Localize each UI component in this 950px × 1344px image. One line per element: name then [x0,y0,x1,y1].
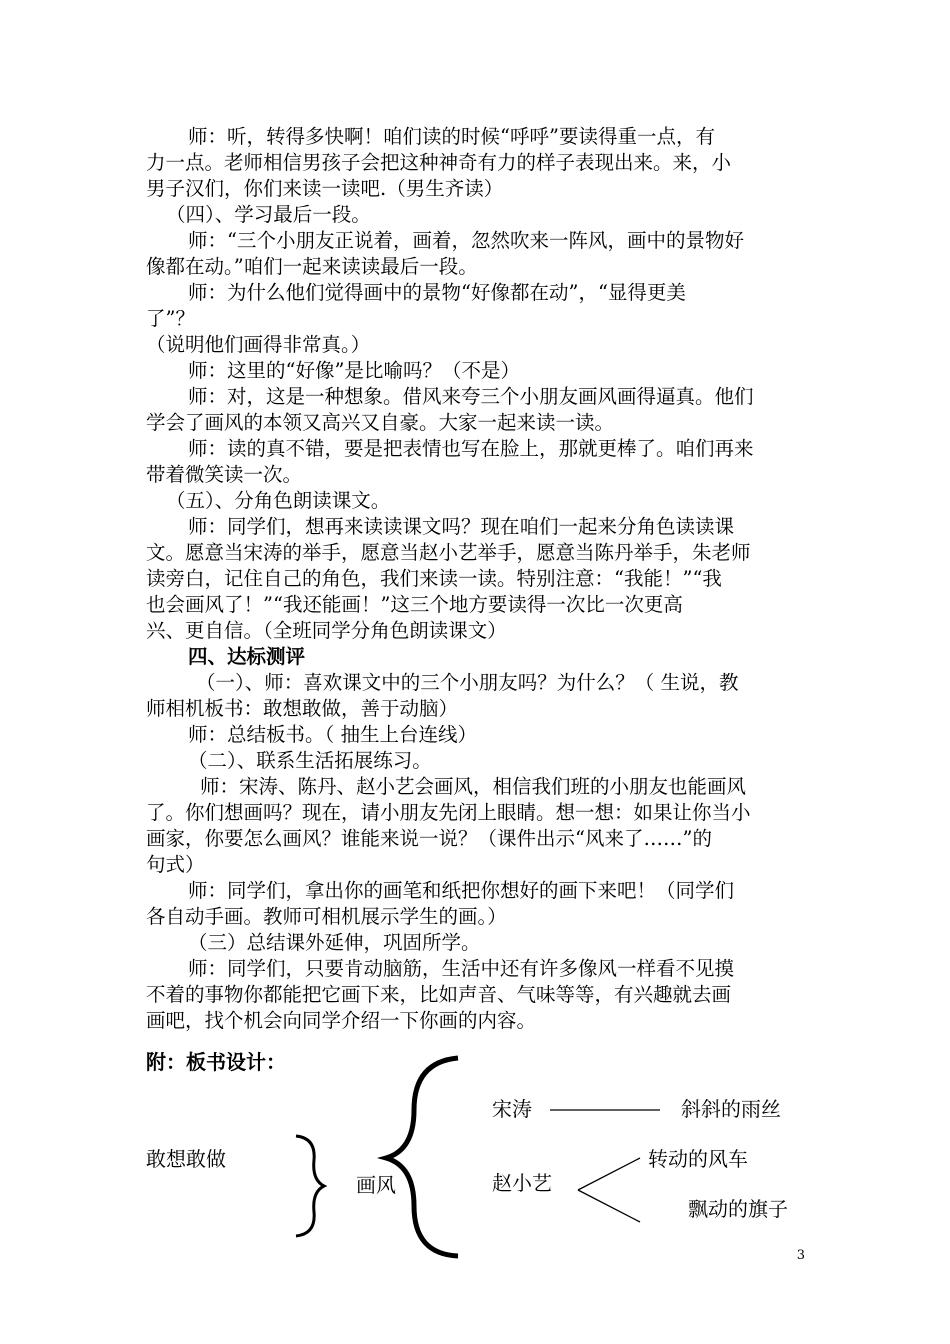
text-line: （三）总结课外延伸，巩固所学。 [188,931,481,954]
text-line: 也会画风了！”“我还能画！”这三个地方要读得一次比一次更高 [146,593,683,616]
board-item-windmill: 转动的风车 [648,1147,748,1171]
board-name-zhaoxiaoyi: 赵小艺 [492,1171,552,1195]
board-design-title: 附：板书设计： [146,1050,286,1074]
board-item-rain: 斜斜的雨丝 [681,1097,781,1121]
text-line: 不着的事物你都能把它画下来，比如声音、气味等等，有兴趣就去画 [146,983,732,1006]
text-line: 带着微笑读一次。 [146,463,303,486]
text-line: 师相机板书：敢想敢做，善于动脑） [146,697,459,720]
text-line: 读旁白，记住自己的角色，我们来读一读。特别注意：“我能！”“我 [146,567,722,590]
text-line: （五）、分角色朗读课文。 [166,489,391,512]
text-line: （一）、师：喜欢课文中的三个小朋友吗？为什么？（ 生说，教 [196,671,739,694]
board-center-label: 画风 [356,1173,396,1197]
small-brace-shape [296,1136,324,1236]
text-line: 师：同学们，拿出你的画笔和纸把你想好的画下来吧！（同学们 [188,879,735,902]
connector-line-3 [578,1190,640,1222]
text-line: 师：对，这是一种想象。借风来夸三个小朋友画风画得逼真。他们 [188,385,754,408]
section-heading: 四、达标测评 [188,645,306,668]
text-line: 师：“三个小朋友正说着，画着，忽然吹来一阵风，画中的景物好 [188,229,744,252]
large-brace-shape [386,1058,458,1256]
text-line: 师：总结板书。（ 抽生上台连线） [188,723,477,746]
text-line: 各自动手画。教师可相机展示学生的画。） [146,905,507,928]
board-left-label: 敢想敢做 [146,1147,226,1171]
text-line: 师：宋涛、陈丹、赵小艺会画风，相信我们班的小朋友也能画风 [200,775,747,798]
text-line: （四）、学习最后一段。 [166,203,371,226]
text-line: 师：同学们，想再来读读课文吗？现在咱们一起来分角色读读课 [188,515,735,538]
text-line: 文。愿意当宋涛的举手，愿意当赵小艺举手，愿意当陈丹举手，朱老师 [146,541,751,564]
text-line: 了”？ [146,307,195,330]
text-line: 兴、更自信。（全班同学分角色朗读课文） [146,619,507,642]
text-line: 师：听，转得多快啊！咱们读的时候“呼呼”要读得重一点，有 [188,125,715,148]
text-line: （二）、联系生活拓展练习。 [188,749,432,772]
text-line: 画家，你要怎么画风？谁能来说一说？（课件出示“风来了……”的 [146,827,712,850]
text-line: 画吧，找个机会向同学介绍一下你画的内容。 [146,1009,537,1032]
text-line: 师：为什么他们觉得画中的景物“好像都在动”，“显得更美 [188,281,686,304]
text-line: 句式） [146,853,205,876]
page-number: 3 [796,1248,805,1263]
connector-line-2 [578,1158,640,1190]
text-line: 力一点。老师相信男孩子会把这种神奇有力的样子表现出来。来，小 [146,151,732,174]
board-item-flag: 飘动的旗子 [688,1197,788,1221]
board-name-songtao: 宋涛 [492,1097,532,1121]
text-line: （说明他们画得非常真。） [146,333,371,356]
text-line: 师：这里的“好像”是比喻吗？（不是） [188,359,520,382]
text-line: 了。你们想画吗？现在，请小朋友先闭上眼睛。想一想：如果让你当小 [146,801,751,824]
text-line: 学会了画风的本领又高兴又自豪。大家一起来读一读。 [146,411,615,434]
text-line: 师：同学们，只要肯动脑筋，生活中还有许多像风一样看不见摸 [188,957,735,980]
text-line: 像都在动。”咱们一起来读读最后一段。 [146,255,478,278]
text-line: 男子汉们，你们来读一读吧.（男生齐读） [146,177,504,200]
text-line: 师：读的真不错，要是把表情也写在脸上，那就更棒了。咱们再来 [188,437,754,460]
